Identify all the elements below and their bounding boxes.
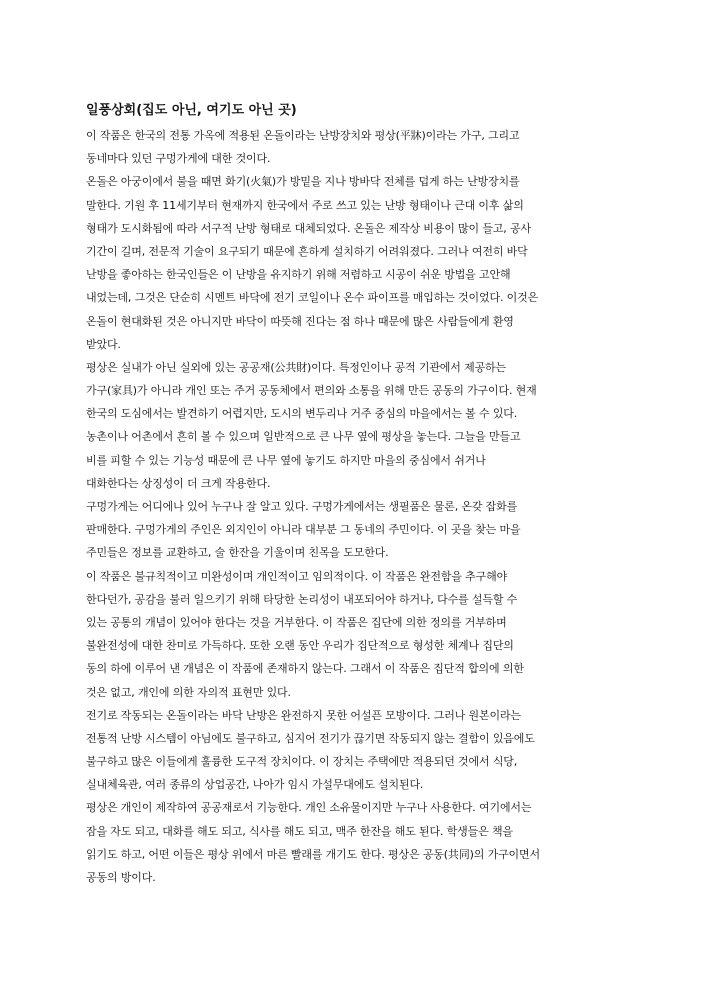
text-line: 한국의 도심에서는 발견하기 어렵지만, 도시의 변두리나 거주 중심의 마을에서는 볼 수 있다. (86, 407, 518, 421)
text-line: 있는 공통의 개념이 있어야 한다는 것을 거부한다. 이 작품은 집단에 의한 정의를 거부하며 (86, 615, 507, 629)
text-line: 대화한다는 상징성이 더 크게 작용한다. (86, 476, 271, 490)
text-line: 이 작품은 불규칙적이고 미완성이며 개인적이고 임의적이다. 이 작품은 완전함을 추구해야 (86, 569, 508, 583)
text-line: 불구하고 많은 이들에게 훌륭한 도구적 장치이다. 이 장치는 주택에만 적용되던 것에서 식당, (86, 755, 518, 769)
text-line: 농촌이나 어촌에서 흔히 볼 수 있으며 일반적으로 큰 나무 옆에 평상을 놓는다. 그늘을 만들고 (86, 430, 521, 444)
text-line: 이 작품은 한국의 전통 가옥에 적용된 온돌이라는 난방장치와 평상(平牀)이라는 가구, 그리고 (86, 129, 520, 142)
text-line: 형태가 도시화됨에 따라 서구적 난방 형태로 대체되었다. 온돌은 제작상 비용이 많이 들고, 공사 (86, 221, 531, 235)
text-line: 온돌이 현대화된 것은 아니지만 바닥이 따뜻해 진다는 점 하나 때문에 많은 사람들에게 환영 (86, 314, 514, 328)
text-line: 구멍가게는 어디에나 있어 누구나 잘 알고 있다. 구멍가게에서는 생필품은 물론, 온갖 잡화를 (86, 500, 518, 513)
text-line: 것은 없고, 개인에 의한 자의적 표현만 있다. (86, 685, 291, 699)
text-line: 동네마다 있던 구멍가게에 대한 것이다. (86, 152, 271, 166)
text-line: 판매한다. 구멍가게의 주인은 외지인이 아니라 대부분 그 동네의 주민이다. 이 곳을 찾는 마을 (86, 523, 521, 537)
text-line: 내었는데, 그것은 단순히 시멘트 바닥에 전기 코일이나 온수 파이프를 매입하는 것이었다. 이것은 (86, 291, 539, 305)
text-line: 온돌은 아궁이에서 불을 때면 화기(火氣)가 방밑을 지나 방바닥 전체를 덥게 하는 난방장치를 (86, 175, 520, 189)
document-body (86, 124, 626, 889)
document-title: 일풍상회(집도 아닌, 여기도 아닌 곳) (86, 103, 297, 118)
text-line: 불완전성에 대한 찬미로 가득하다. 또한 오랜 동안 우리가 집단적으로 형성한 체계나 집단의 (86, 639, 514, 653)
text-line: 난방을 좋아하는 한국인들은 이 난방을 유지하기 위해 저렴하고 시공이 쉬운 방법을 고안해 (86, 268, 511, 282)
text-line: 가구(家具)가 아니라 개인 또는 주거 공동체에서 편의와 소통을 위해 만든 공동의 가구이다. 현재 (86, 384, 537, 398)
text-line: 한다던가, 공감을 불러 일으키기 위해 타당한 논리성이 내포되어야 하거나, 다수를 설득할 수 (86, 592, 518, 606)
text-line: 말한다. 기원 후 11세기부터 현재까지 한국에서 주로 쓰고 있는 난방 형태이나 근대 이후 삶의 (86, 198, 524, 212)
text-line: 실내체육관, 여러 종류의 상업공간, 나아가 임시 가설무대에도 설치된다. (86, 778, 424, 792)
text-line: 평상은 실내가 아닌 실외에 있는 공공재(公共財)이다. 특정인이나 공적 기관에서 제공하는 (86, 360, 507, 374)
text-line: 주민들은 정보를 교환하고, 술 한잔을 기울이며 친목을 도모한다. (86, 546, 389, 560)
text-line: 읽기도 하고, 어떤 이들은 평상 위에서 마른 빨래를 개기도 한다. 평상은 공동(共同)의 가구이면서 (86, 847, 540, 861)
text-line: 받았다. (86, 337, 121, 351)
document-page (86, 100, 626, 889)
text-line: 평상은 개인이 제작하여 공공재로서 기능한다. 개인 소유물이지만 누구나 사용한다. 여기에서는 (86, 801, 532, 815)
text-line: 비를 피할 수 있는 기능성 때문에 큰 나무 옆에 놓기도 하지만 마을의 중심에서 쉬거나 (86, 453, 486, 467)
text-line: 전통적 난방 시스템이 아님에도 불구하고, 심지어 전기가 끊기면 작동되지 않는 결함이 있음에도 (86, 731, 535, 745)
text-line: 잠을 자도 되고, 대화를 해도 되고, 식사를 해도 되고, 맥주 한잔을 해도 된다. 학생들은 책을 (86, 824, 513, 838)
text-line: 공동의 방이다. (86, 871, 156, 884)
text-line: 기간이 길며, 전문적 기술이 요구되기 때문에 흔하게 설치하기 어려워졌다. 그러나 여전히 바닥 (86, 244, 528, 258)
text-line: 전기로 작동되는 온돌이라는 바닥 난방은 완전하지 못한 어설픈 모방이다. 그러나 원본이라는 (86, 708, 521, 722)
text-line: 동의 하에 이루어 낸 개념은 이 작품에 존재하지 않는다. 그래서 이 작품은 집단적 합의에 의한 (86, 662, 524, 676)
